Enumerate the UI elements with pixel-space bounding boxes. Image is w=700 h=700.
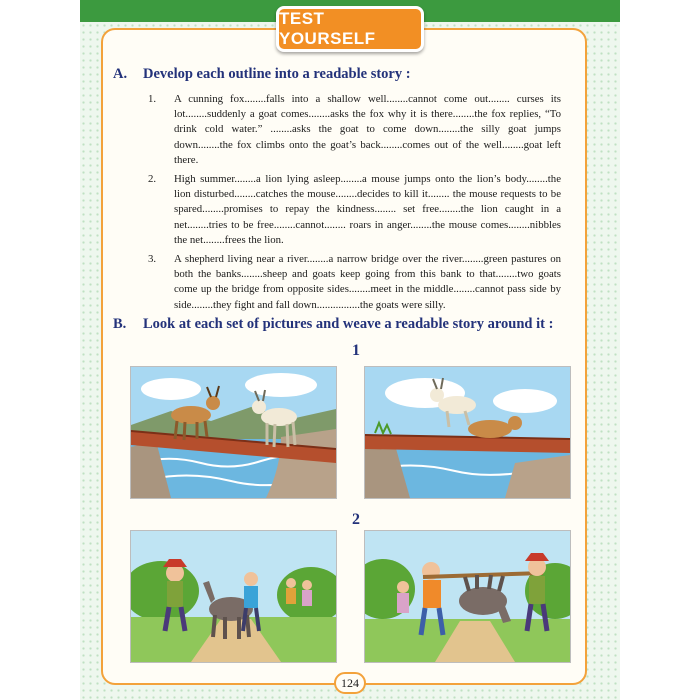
section-a-letter: A.	[113, 66, 128, 82]
goats-bridge-picture-1	[130, 366, 337, 499]
outline-number: 3.	[148, 253, 157, 266]
outline-item	[148, 172, 561, 248]
donkey-story-picture-1	[130, 530, 337, 663]
outline-list	[148, 92, 561, 317]
section-b-title: Look at each set of pictures and weave a readable story around it :	[143, 316, 554, 332]
outline-number: 1.	[148, 93, 157, 105]
outline-text: A shepherd living near a river........a narrow bridge over the river........green pastures on both the banks........sheep and goats keep going from this bank to that........two goats come up the bridge from opposite sides........meet in the middle........cannot pass side by side........they fight and fall down................the goats were silly.	[174, 253, 561, 311]
section-b-letter: B.	[113, 316, 127, 332]
section-b-heading	[113, 316, 553, 333]
page-number: 124	[334, 672, 366, 694]
section-a-title: Develop each outline into a readable story :	[143, 66, 411, 82]
outline-item	[148, 92, 561, 168]
picture-set-number: 2	[352, 511, 360, 528]
goats-bridge-picture-2	[364, 366, 571, 499]
badge-title: TEST YOURSELF	[279, 9, 376, 48]
section-a-heading	[113, 66, 411, 83]
outline-item	[148, 252, 561, 313]
test-yourself-badge	[276, 6, 424, 52]
picture-set-number: 1	[352, 342, 360, 359]
donkey-story-picture-2	[364, 530, 571, 663]
outline-text: High summer........a lion lying asleep........a mouse jumps onto the lion’s body........the lion disturbed........catches the mouse........decides to kill it........ the mouse requests to be spared........promises to repay the kindness........ set free........the lion caught in a net........tries to be free........cannot........ roars in anger........the mouse comes........nibbles the net........frees the lion.	[174, 173, 561, 246]
outline-text: A cunning fox........falls into a shallow well........cannot come out........ curses its lot........suddenly a goat comes........asks the fox why it is there........the fox replies, “To drink cold water.” ........asks the goat to come down........the silly goat jumps down........the fox climbs onto the goat’s back........comes out of the well........goat left there.	[174, 93, 561, 166]
outline-number: 2.	[148, 173, 157, 186]
